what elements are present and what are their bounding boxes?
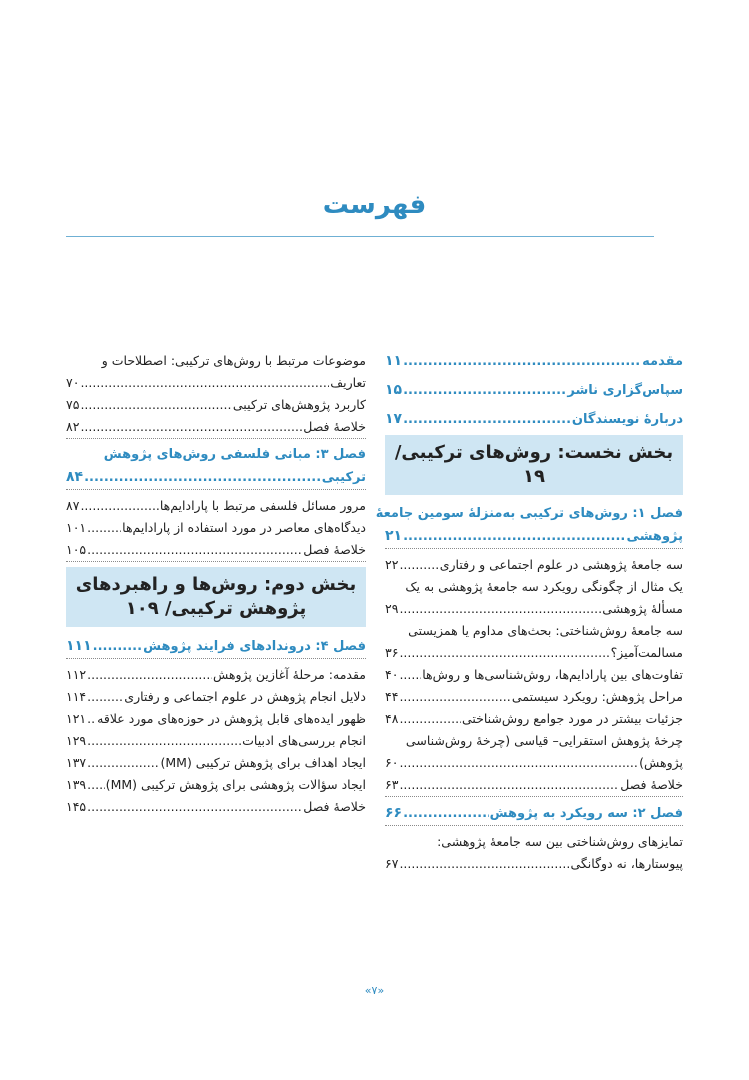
entry-page: ۶۶ — [385, 805, 403, 821]
entry-title: مقدمه — [642, 354, 683, 369]
leader-dots — [87, 732, 241, 750]
toc-entry-line1[interactable]: چرخۀ پژوهش استقرایی– قیاسی (چرخۀ روش‌شناسی — [405, 733, 683, 748]
entry-title: مرور مسائل فلسفی مرتبط با پارادایم‌ها — [159, 498, 366, 513]
toc-entry[interactable] — [385, 642, 683, 664]
toc-entry[interactable] — [385, 686, 683, 708]
entry-page: ۶۷ — [385, 856, 399, 871]
leader-dots — [80, 374, 329, 392]
toc-entry-front-1[interactable] — [385, 350, 683, 373]
entry-page: ۷۰ — [66, 375, 80, 390]
toc-entry[interactable] — [66, 416, 366, 439]
leader-dots — [87, 710, 96, 728]
entry-page: ۲۲ — [385, 557, 399, 572]
entry-title: خلاصۀ فصل — [303, 542, 366, 557]
toc-entry[interactable] — [66, 774, 366, 796]
toc-entry-front-3[interactable] — [385, 408, 683, 431]
entry-title: ترکیبی — [321, 470, 366, 485]
toc-entry-line1[interactable]: موضوعات مرتبط با روش‌های ترکیبی: اصطلاحات و — [101, 353, 366, 368]
part-heading-1[interactable]: بخش نخست: روش‌های ترکیبی/ ۱۹ — [385, 435, 683, 495]
entry-title: مسالمت‌آمیز؟ — [610, 645, 683, 660]
entry-title: تفاوت‌های بین پارادایم‌ها، روش‌شناسی‌ها و روش‌ها — [422, 667, 683, 682]
part-heading-line2: پژوهش ترکیبی/ ۱۰۹ — [125, 598, 307, 619]
entry-title: دیدگاه‌های معاصر در مورد استفاده از پارادایم‌ها — [122, 520, 366, 535]
toc-entry-line1[interactable]: تمایزهای روش‌شناختی بین سه جامعۀ پژوهشی: — [437, 834, 683, 849]
leader-dots — [399, 600, 601, 618]
entry-title: پژوهش) — [639, 755, 683, 770]
entry-page: ۴۸ — [385, 711, 399, 726]
leader-dots — [403, 353, 641, 371]
toc-entry[interactable] — [385, 664, 683, 686]
toc-entry-line1[interactable]: سه جامعۀ روش‌شناختی: بحث‌های مداوم یا همزیستی — [408, 623, 683, 638]
entry-page: ۸۲ — [66, 419, 80, 434]
entry-title: سپاس‌گزاری ناشر — [567, 383, 683, 398]
toc-entry[interactable] — [66, 495, 366, 517]
leader-dots — [87, 754, 159, 772]
entry-page: ۲۱ — [385, 528, 403, 544]
leader-dots — [80, 497, 158, 515]
entry-title: کاربرد پژوهش‌های ترکیبی — [232, 397, 366, 412]
entry-title: تعاریف — [330, 375, 366, 390]
chapter-2-entry[interactable] — [385, 802, 683, 826]
chapter-4-entry[interactable] — [66, 635, 366, 659]
entry-page: ۱۱۴ — [66, 689, 87, 704]
entry-title: انجام بررسی‌های ادبیات — [242, 733, 366, 748]
toc-entry[interactable] — [385, 598, 683, 620]
toc-entry[interactable] — [66, 796, 366, 818]
entry-title: ایجاد اهداف برای پژوهش ترکیبی (MM) — [160, 755, 366, 770]
entry-title: خلاصۀ فصل — [303, 419, 366, 434]
chapter-1-title-line1[interactable]: فصل ۱: روش‌های ترکیبی به‌منزلۀ سومین جامعۀ — [375, 506, 683, 521]
entry-page: ۸۴ — [66, 469, 84, 485]
entry-page: ۱۳۷ — [66, 755, 87, 770]
toc-entry[interactable] — [385, 774, 683, 797]
leader-dots — [399, 776, 619, 794]
leader-dots — [403, 528, 625, 546]
part-heading-line1: بخش دوم: روش‌ها و راهبردهای — [75, 574, 357, 595]
leader-dots — [84, 469, 321, 487]
leader-dots — [399, 710, 461, 728]
toc-entry[interactable] — [66, 752, 366, 774]
entry-page: ۱۷ — [385, 411, 403, 427]
entry-page: ۶۰ — [385, 755, 399, 770]
toc-entry[interactable] — [66, 686, 366, 708]
entry-page: ۱۰۱ — [66, 520, 87, 535]
leader-dots — [399, 666, 421, 684]
leader-dots — [93, 638, 142, 656]
toc-entry[interactable] — [66, 539, 366, 562]
part-heading-2[interactable] — [66, 567, 366, 627]
entry-page: ۱۱۲ — [66, 667, 87, 682]
entry-title: مقدمه: مرحلۀ آغازین پژوهش — [212, 667, 366, 682]
toc-entry-line1[interactable]: یک مثال از چگونگی رویکرد سه جامعۀ پژوهشی به یک — [405, 579, 683, 594]
toc-entry[interactable] — [66, 664, 366, 686]
leader-dots — [87, 798, 302, 816]
toc-entry[interactable] — [385, 708, 683, 730]
entry-page: ۴۴ — [385, 689, 399, 704]
toc-entry[interactable] — [385, 554, 683, 576]
entry-title: مسألۀ پژوهشی — [602, 601, 683, 616]
toc-entry-front-2[interactable] — [385, 379, 683, 402]
entry-title: مراحل پژوهش: رویکرد سیستمی — [511, 689, 683, 704]
leader-dots — [87, 688, 123, 706]
entry-title: ایجاد سؤالات پژوهشی برای پژوهش ترکیبی (MM) — [105, 777, 366, 792]
leader-dots — [403, 382, 566, 400]
entry-title: فصل ۴: درونداد‌های فرایند پژوهش — [143, 639, 366, 654]
leader-dots — [403, 805, 489, 823]
leader-dots — [403, 411, 571, 429]
entry-page: ۱۱۱ — [66, 638, 92, 654]
entry-page: ۲۹ — [385, 601, 399, 616]
entry-title: پژوهشی — [626, 529, 683, 544]
toc-entry[interactable] — [385, 853, 683, 875]
entry-page: ۱۱ — [385, 353, 403, 369]
leader-dots — [80, 418, 302, 436]
entry-page: ۱۴۵ — [66, 799, 87, 814]
entry-title: خلاصۀ فصل — [303, 799, 366, 814]
entry-title: دربارۀ نویسندگان — [571, 412, 683, 427]
page-number: «۷» — [364, 984, 385, 997]
chapter-3-entry[interactable] — [66, 466, 366, 490]
entry-title: خلاصۀ فصل — [620, 777, 683, 792]
toc-column-left — [66, 350, 366, 818]
toc-entry[interactable] — [66, 517, 366, 539]
leader-dots — [399, 688, 510, 706]
entry-page: ۶۳ — [385, 777, 399, 792]
entry-title: دلایل انجام پژوهش در علوم اجتماعی و رفتاری — [124, 689, 366, 704]
entry-page: ۱۰۵ — [66, 542, 87, 557]
leader-dots — [87, 519, 121, 537]
page-title: فهرست — [322, 190, 427, 220]
toc-entry[interactable] — [66, 730, 366, 752]
entry-page: ۱۵ — [385, 382, 403, 398]
leader-dots — [87, 666, 212, 684]
toc-entry[interactable] — [66, 372, 366, 394]
entry-page: ۱۳۹ — [66, 777, 87, 792]
title-rule — [66, 236, 654, 237]
leader-dots — [399, 855, 569, 873]
toc-entry[interactable] — [66, 708, 366, 730]
entry-title: جزئیات بیشتر در مورد جوامع روش‌شناختی — [461, 711, 683, 726]
leader-dots — [399, 754, 638, 772]
entry-title: ظهور ایده‌های قابل پژوهش در حوزه‌های مورد علاقه — [97, 711, 366, 726]
toc-column-right — [375, 350, 683, 875]
toc-entry[interactable] — [385, 752, 683, 774]
chapter-1-entry[interactable] — [385, 525, 683, 549]
entry-title: فصل ۲: سه رویکرد به پژوهش — [489, 806, 683, 821]
leader-dots — [87, 541, 302, 559]
leader-dots — [399, 556, 438, 574]
entry-page: ۴۰ — [385, 667, 399, 682]
entry-page: ۳۶ — [385, 645, 399, 660]
entry-title: پیوستارها، نه دوگانگی — [570, 856, 683, 871]
toc-entry[interactable] — [66, 394, 366, 416]
chapter-3-title-line1[interactable]: فصل ۳: مبانی فلسفی روش‌های پژوهش — [103, 447, 366, 462]
leader-dots — [399, 644, 609, 662]
leader-dots — [87, 776, 105, 794]
entry-page: ۱۲۹ — [66, 733, 87, 748]
leader-dots — [80, 396, 231, 414]
entry-page: ۷۵ — [66, 397, 80, 412]
entry-title: سه جامعۀ پژوهشی در علوم اجتماعی و رفتاری — [439, 557, 683, 572]
entry-page: ۸۷ — [66, 498, 80, 513]
entry-page: ۱۲۱ — [66, 711, 87, 726]
